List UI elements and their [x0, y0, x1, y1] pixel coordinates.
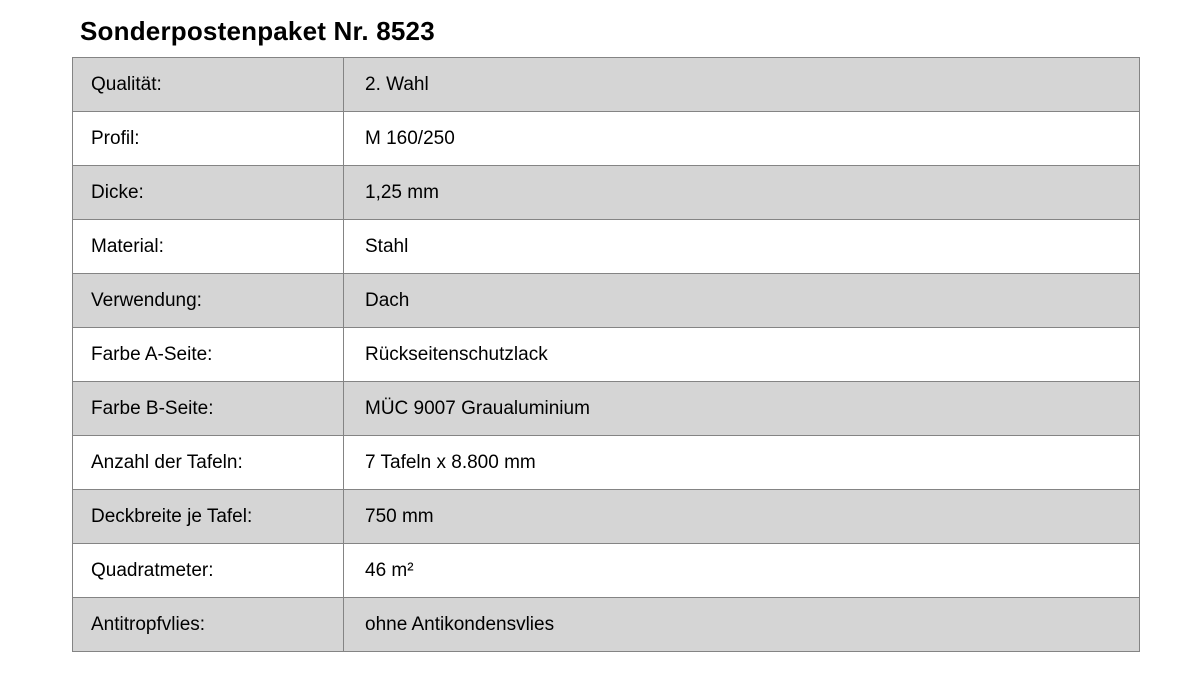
table-row-farbe-b-seite: [73, 382, 1140, 436]
row-label: Material:: [73, 220, 344, 274]
table-row-material: [73, 220, 1140, 274]
row-label: Profil:: [73, 112, 344, 166]
row-label: Dicke:: [73, 166, 344, 220]
row-label: Qualität:: [73, 58, 344, 112]
table-row-deckbreite-je-tafel: [73, 490, 1140, 544]
row-value: 2. Wahl: [344, 58, 1140, 112]
table-row-verwendung: [73, 274, 1140, 328]
spec-table: [72, 57, 1140, 652]
table-row-qualitaet: [73, 58, 1140, 112]
row-value: Dach: [344, 274, 1140, 328]
row-label: Farbe A-Seite:: [73, 328, 344, 382]
table-row-dicke: [73, 166, 1140, 220]
row-label: Verwendung:: [73, 274, 344, 328]
table-row-farbe-a-seite: [73, 328, 1140, 382]
spec-table-body: [73, 58, 1140, 652]
table-row-quadratmeter: [73, 544, 1140, 598]
row-label: Deckbreite je Tafel:: [73, 490, 344, 544]
row-label: Antitropfvlies:: [73, 598, 344, 652]
row-label: Quadratmeter:: [73, 544, 344, 598]
row-value: MÜC 9007 Graualuminium: [344, 382, 1140, 436]
page-title: Sonderpostenpaket Nr. 8523: [80, 16, 435, 46]
row-value: Stahl: [344, 220, 1140, 274]
row-value: 7 Tafeln x 8.800 mm: [344, 436, 1140, 490]
table-row-anzahl-der-tafeln: [73, 436, 1140, 490]
table-row-antitropfvlies: [73, 598, 1140, 652]
row-value: Rückseitenschutzlack: [344, 328, 1140, 382]
row-value: 46 m²: [344, 544, 1140, 598]
row-value: M 160/250: [344, 112, 1140, 166]
row-value: 1,25 mm: [344, 166, 1140, 220]
row-value: ohne Antikondensvlies: [344, 598, 1140, 652]
row-label: Farbe B-Seite:: [73, 382, 344, 436]
row-value: 750 mm: [344, 490, 1140, 544]
row-label: Anzahl der Tafeln:: [73, 436, 344, 490]
table-row-profil: [73, 112, 1140, 166]
